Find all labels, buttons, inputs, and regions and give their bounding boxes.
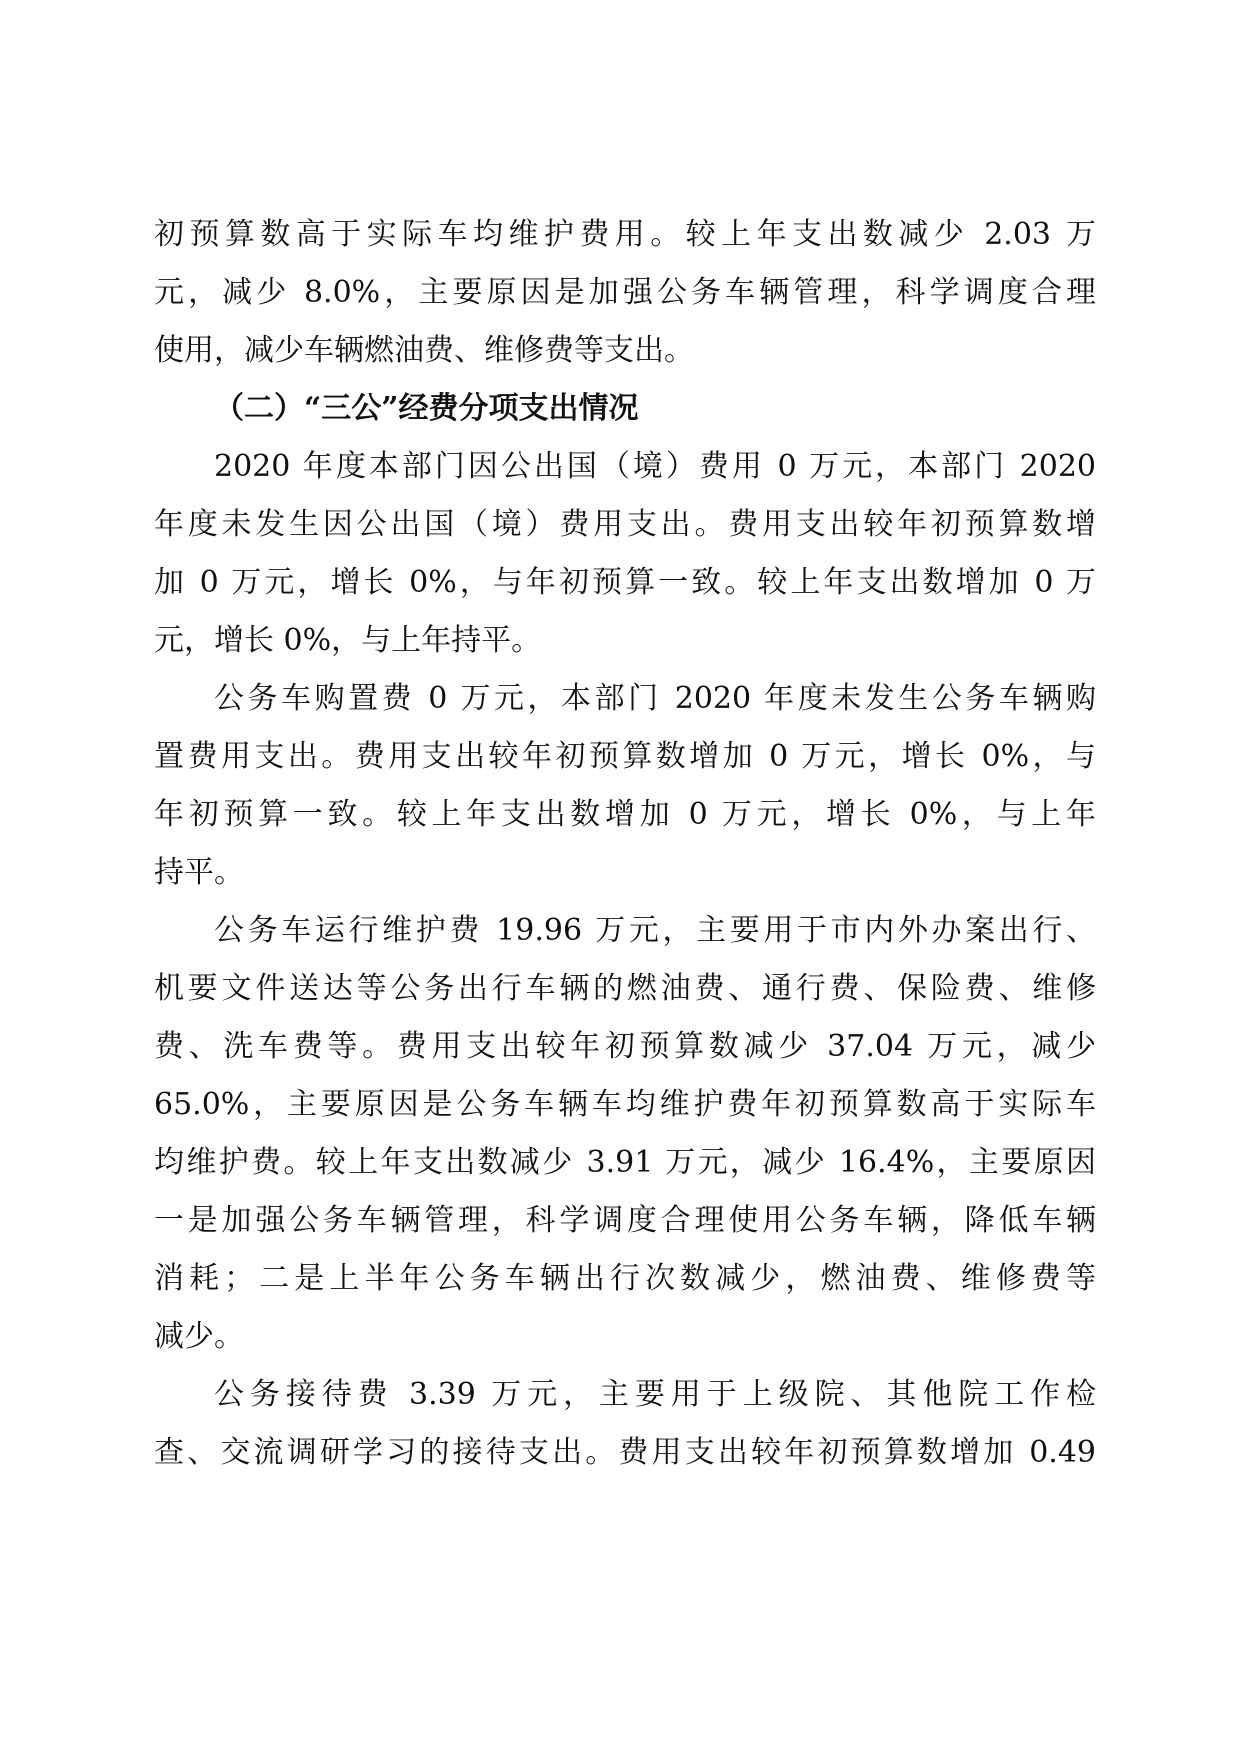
text-line: 公务接待费 3.39 万元，主要用于上级院、其他院工作检 <box>214 1377 1096 1412</box>
text-line: 加 0 万元，增长 0%，与年初预算一致。较上年支出数增加 0 万 <box>154 565 1096 600</box>
text-line: 减少。 <box>154 1319 244 1354</box>
text-line: 初预算数高于实际车均维护费用。较上年支出数减少 2.03 万 <box>154 217 1096 252</box>
text-line: 2020 年度本部门因公出国（境）费用 0 万元，本部门 2020 <box>214 449 1096 484</box>
text-line: 65.0%，主要原因是公务车辆车均维护费年初预算数高于实际车 <box>154 1087 1096 1122</box>
text-line: 公务车购置费 0 万元，本部门 2020 年度未发生公务车辆购 <box>214 681 1096 716</box>
text-line: 公务车运行维护费 19.96 万元，主要用于市内外办案出行、 <box>214 913 1096 948</box>
text-line: 一是加强公务车辆管理，科学调度合理使用公务车辆，降低车辆 <box>154 1203 1096 1238</box>
text-line: 置费用支出。费用支出较年初预算数增加 0 万元，增长 0%，与 <box>154 739 1096 774</box>
text-line: 消耗；二是上半年公务车辆出行次数减少，燃油费、维修费等 <box>154 1261 1096 1296</box>
text-line: 均维护费。较上年支出数减少 3.91 万元，减少 16.4%，主要原因 <box>154 1145 1096 1180</box>
section-heading: （二）“三公”经费分项支出情况 <box>214 391 639 426</box>
text-line: 元，减少 8.0%，主要原因是加强公务车辆管理，科学调度合理 <box>154 275 1096 310</box>
text-line: 机要文件送达等公务出行车辆的燃油费、通行费、保险费、维修 <box>154 971 1096 1006</box>
text-line: 元，增长 0%，与上年持平。 <box>154 623 542 658</box>
text-line: 查、交流调研学习的接待支出。费用支出较年初预算数增加 0.49 <box>154 1435 1096 1470</box>
text-line: 费、洗车费等。费用支出较年初预算数减少 37.04 万元，减少 <box>154 1029 1096 1064</box>
text-line: 使用，减少车辆燃油费、维修费等支出。 <box>154 333 694 368</box>
text-line: 年初预算一致。较上年支出数增加 0 万元，增长 0%，与上年 <box>154 797 1096 832</box>
text-line: 持平。 <box>154 855 244 890</box>
text-line: 年度未发生因公出国（境）费用支出。费用支出较年初预算数增 <box>154 507 1096 542</box>
